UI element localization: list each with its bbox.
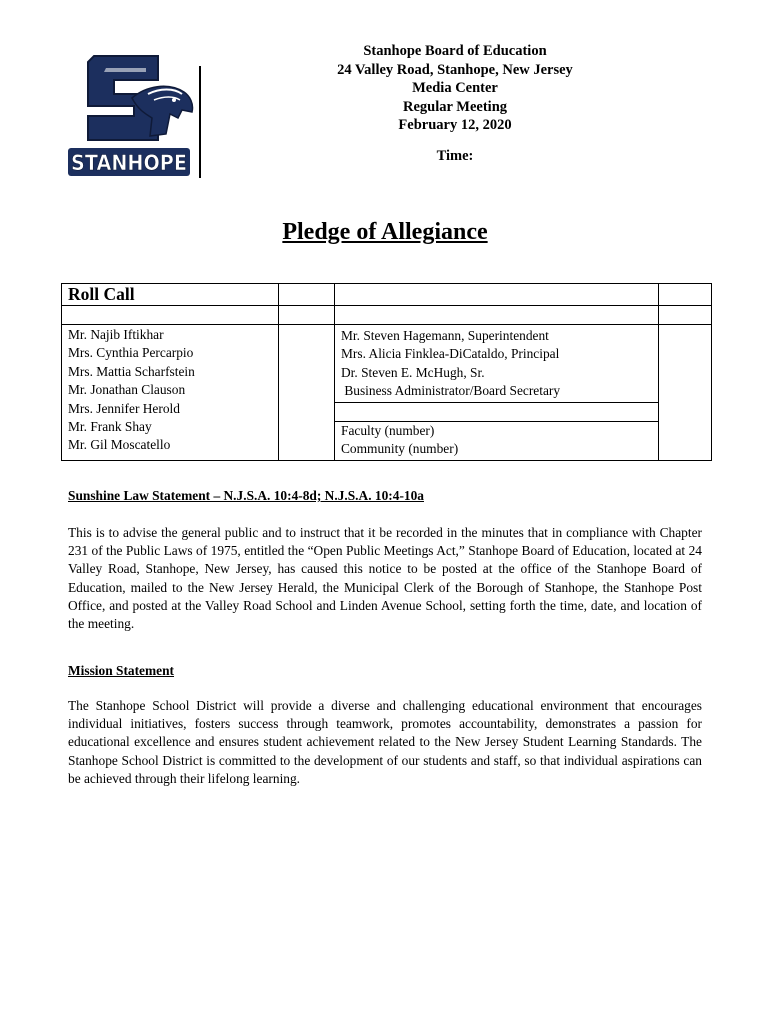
table-cell <box>62 306 279 325</box>
list-item: Mr. Jonathan Clauson <box>68 382 186 398</box>
table-cell <box>279 306 335 325</box>
table-cell <box>335 306 659 325</box>
stanhope-logo <box>66 48 206 180</box>
logo-wordmark: STANHOPE <box>71 151 187 175</box>
list-item: Mr. Gil Moscatello <box>68 437 171 453</box>
list-item: Mrs. Alicia Finklea-DiCataldo, Principal <box>341 346 560 362</box>
list-item: Business Administrator/Board Secretary <box>341 383 561 399</box>
page-title: Pledge of Allegiance <box>282 219 488 245</box>
mission-body: The Stanhope School District will provide a diverse and challenging educational environment that encourages individual initiatives, fosters success through teamwork, promotes accountability, demonstrates a passion for educational excellence and ensures student achievement related to the New Jersey Student Learning Standards. The Stanhope School District is committed to the development of our students and staff, so that individual aspirations can be achieved through their lifelong learning. <box>68 698 702 786</box>
logo-graphic <box>66 48 206 180</box>
meeting-header <box>300 42 610 166</box>
table-cell <box>659 325 712 461</box>
list-item: Mr. Steven Hagemann, Superintendent <box>341 328 549 343</box>
table-cell <box>659 284 712 306</box>
list-item: Mr. Frank Shay <box>68 419 152 435</box>
list-item: Dr. Steven E. McHugh, Sr. <box>341 364 485 380</box>
location: Media Center <box>412 80 498 97</box>
table-cell <box>659 306 712 325</box>
roll-call-table <box>61 283 712 461</box>
list-item: Mr. Najib Iftikhar <box>68 327 164 342</box>
mission-heading: Mission Statement <box>68 663 175 678</box>
board-name: Stanhope Board of Education <box>363 43 547 59</box>
sunshine-heading: Sunshine Law Statement – N.J.S.A. 10:4-8d; N.J.S.A. 10:4-10a <box>68 488 424 503</box>
list-item: Mrs. Jennifer Herold <box>68 400 180 416</box>
board-members-cell <box>62 325 279 461</box>
table-cell <box>279 325 335 461</box>
meeting-type: Regular Meeting <box>402 98 508 115</box>
table-cell <box>335 284 659 306</box>
list-item: Mrs. Mattia Scharfstein <box>68 363 195 379</box>
header-divider <box>199 66 201 178</box>
roll-call-heading: Roll Call <box>62 284 279 306</box>
list-item: Faculty (number) <box>341 422 435 438</box>
table-cell <box>279 284 335 306</box>
time-label: Time: <box>436 147 474 164</box>
meeting-date: February 12, 2020 <box>398 117 512 134</box>
sunshine-body: This is to advise the general public and to instruct that it be recorded in the minutes that in compliance with Chapter 231 of the Public Laws of 1975, entitled the “Open Public Meetings Act,” Stanhope Board of Education, located at 24 Valley Road, Stanhope, New Jersey, has caused this notice to be posted at the office of the Stanhope Board of Education, mailed to the New Jersey Herald, the Municipal Clerk of the Borough of Stanhope, the Stanhope Post Office, and posted at the Valley Road School and Linden Avenue School, setting forth the time, date, and location of the meeting. <box>68 525 702 632</box>
list-item: Mrs. Cynthia Percarpio <box>68 345 194 361</box>
administrators-cell <box>335 325 659 461</box>
list-item: Community (number) <box>341 441 459 457</box>
address: 24 Valley Road, Stanhope, New Jersey <box>337 61 573 78</box>
